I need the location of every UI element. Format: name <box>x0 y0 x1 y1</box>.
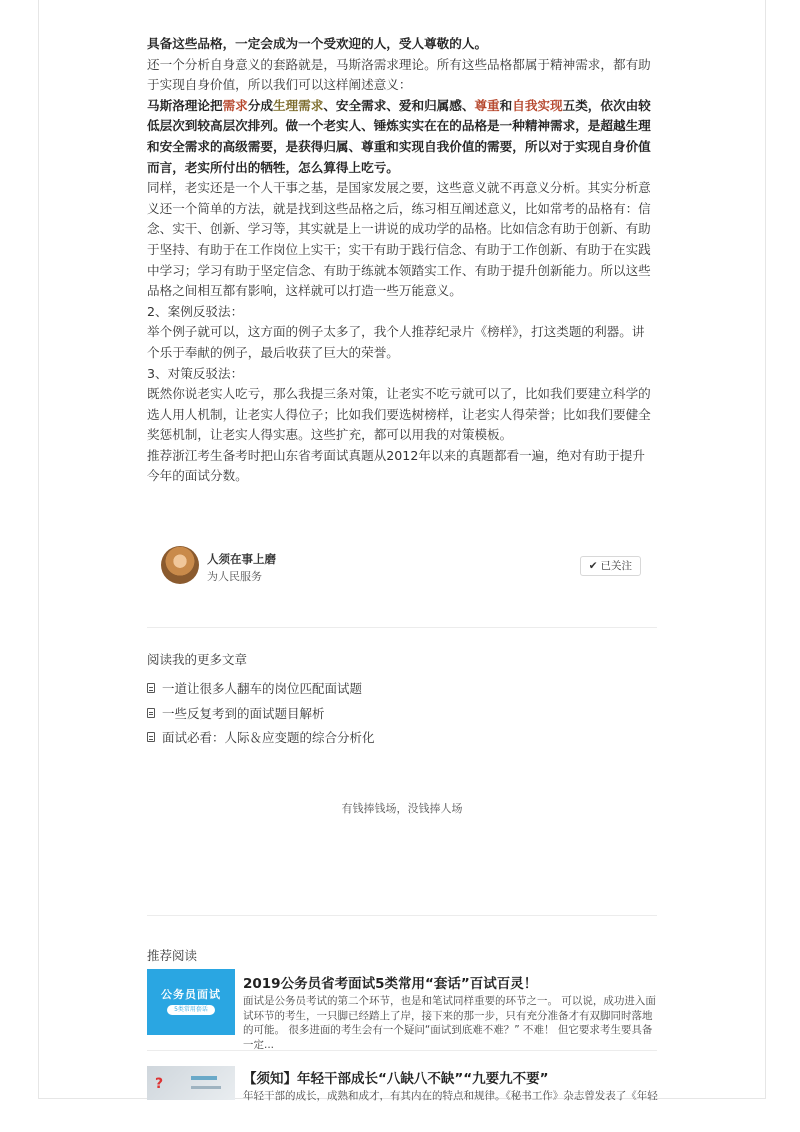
author-name[interactable]: 人须在事上磨 <box>207 552 276 566</box>
recommend-item-summary: 年轻干部的成长，成熟和成才，有其内在的特点和规律。《秘书工作》杂志曾发表了《年轻 <box>243 1090 658 1102</box>
recommend-item[interactable] <box>147 969 657 1051</box>
more-article-label: 一道让很多人翻车的岗位匹配面试题 <box>162 681 363 697</box>
recommend-title: 推荐阅读 <box>147 948 198 963</box>
article-paragraph: 推荐浙江考生备考时把山东省考面试真题从2012年以来的真题都看一遍，绝对有助于提升今年的面试分数。 <box>147 447 646 484</box>
divider <box>147 1050 657 1051</box>
divider <box>147 915 657 916</box>
more-article-label: 面试必看：人际＆应变题的综合分析化 <box>162 730 375 746</box>
document-icon <box>147 732 155 742</box>
article-subheading: 3、对策反驳法： <box>147 365 244 381</box>
more-article-link[interactable] <box>147 676 627 701</box>
article-subheading: 2、案例反驳法： <box>147 303 244 319</box>
follow-label: 已关注 <box>600 560 632 572</box>
recommend-item-title[interactable]: 【须知】年轻干部成长“八缺八不缺”“九要九不要” <box>243 1071 549 1087</box>
more-articles-list <box>147 676 627 750</box>
article-body <box>147 34 657 487</box>
article-paragraph: 同样，老实还是一个人干事之基，是国家发展之要，这些意义就不再意义分析。其实分析意义还一个简单的方法，就是找到这些品格之后，练习相互阐述意义，比如常考的品格有：信念、实干、创新、学习等，其实就是上一讲说的成功学的品格。比如信念有助于创新、有助于坚持、有助于在工作岗位上实干；实干有助于践行信念、有助于工作创新、有助于在实践中学习；学习有助于坚定信念、有助于练就本领踏实工作、有助于提升创新能力。所以这些品格之间相互都有影响，这样就可以打造一些万能意义。 <box>147 180 651 299</box>
thumbnail-decoration <box>191 1076 217 1080</box>
recommend-thumbnail[interactable] <box>147 1066 235 1100</box>
more-article-link[interactable] <box>147 701 627 726</box>
document-icon <box>147 683 155 693</box>
avatar[interactable] <box>161 546 199 584</box>
divider <box>147 627 657 628</box>
author-card <box>161 546 645 588</box>
thumbnail-subtitle: 5类常用套话 <box>167 1005 215 1015</box>
more-article-label: 一些反复考到的面试题目解析 <box>162 705 325 721</box>
author-subtitle: 为人民服务 <box>207 570 262 583</box>
recommend-thumbnail[interactable] <box>147 969 235 1035</box>
recommend-item-summary: 面试是公务员考试的第二个环节，也是和笔试同样重要的环节之一。 可以说，成功进入面试环节的考生，一只脚已经踏上了岸，接下来的那一步，只有充分准备才有双脚同时落地的可能。 很多进面的考生会有一个疑问“面试到底难不难？” 不难！ 但它要求考生要具备一定... <box>243 995 656 1051</box>
article-paragraph: 具备这些品格，一定会成为一个受欢迎的人，受人尊敬的人。 <box>147 36 488 51</box>
recommend-item[interactable] <box>147 1062 657 1102</box>
more-article-link[interactable] <box>147 725 627 750</box>
follow-button[interactable] <box>580 556 641 576</box>
check-icon: ✔ <box>588 560 598 572</box>
thumbnail-decoration <box>191 1086 221 1089</box>
more-articles-title: 阅读我的更多文章 <box>147 652 248 667</box>
thumbnail-title: 公务员面试 <box>161 988 221 1001</box>
reward-slogan: 有钱捧钱场，没钱捧人场 <box>341 802 463 815</box>
article-paragraph: 既然你说老实人吃亏，那么我提三条对策，让老实不吃亏就可以了，比如我们要建立科学的选人用人机制，让老实人得位子；比如我们要选树榜样，让老实人得荣誉；比如我们要健全奖惩机制，让老实人得实惠。这些扩充，都可以用我的对策模板。 <box>147 386 651 443</box>
article-paragraph-bold: 马斯洛理论把需求分成生理需求、安全需求、爱和归属感、尊重和自我实现五类，依次由较低层次到较高层次排列。做一个老实人、锤炼实实在在的品格是一种精神需求，是超越生理和安全需求的高级需要，是获得归属、尊重和实现自我价值的需要，所以对于实现自身价值而言，老实所付出的牺牲，怎么算得上吃亏。 <box>147 97 651 175</box>
recommend-item-title[interactable]: 2019公务员省考面试5类常用“套话”百试百灵！ <box>243 976 538 992</box>
article-paragraph: 还一个分析自身意义的套路就是，马斯洛需求理论。所有这些品格都属于精神需求，都有助于实现自身价值，所以我们可以这样阐述意义： <box>147 56 651 93</box>
article-paragraph: 举个例子就可以，这方面的例子太多了，我个人推荐纪录片《榜样》，打这类题的利器。讲个乐于奉献的例子，最后收获了巨大的荣誉。 <box>147 324 645 360</box>
document-icon <box>147 708 155 718</box>
question-mark-icon: ? <box>155 1076 164 1092</box>
